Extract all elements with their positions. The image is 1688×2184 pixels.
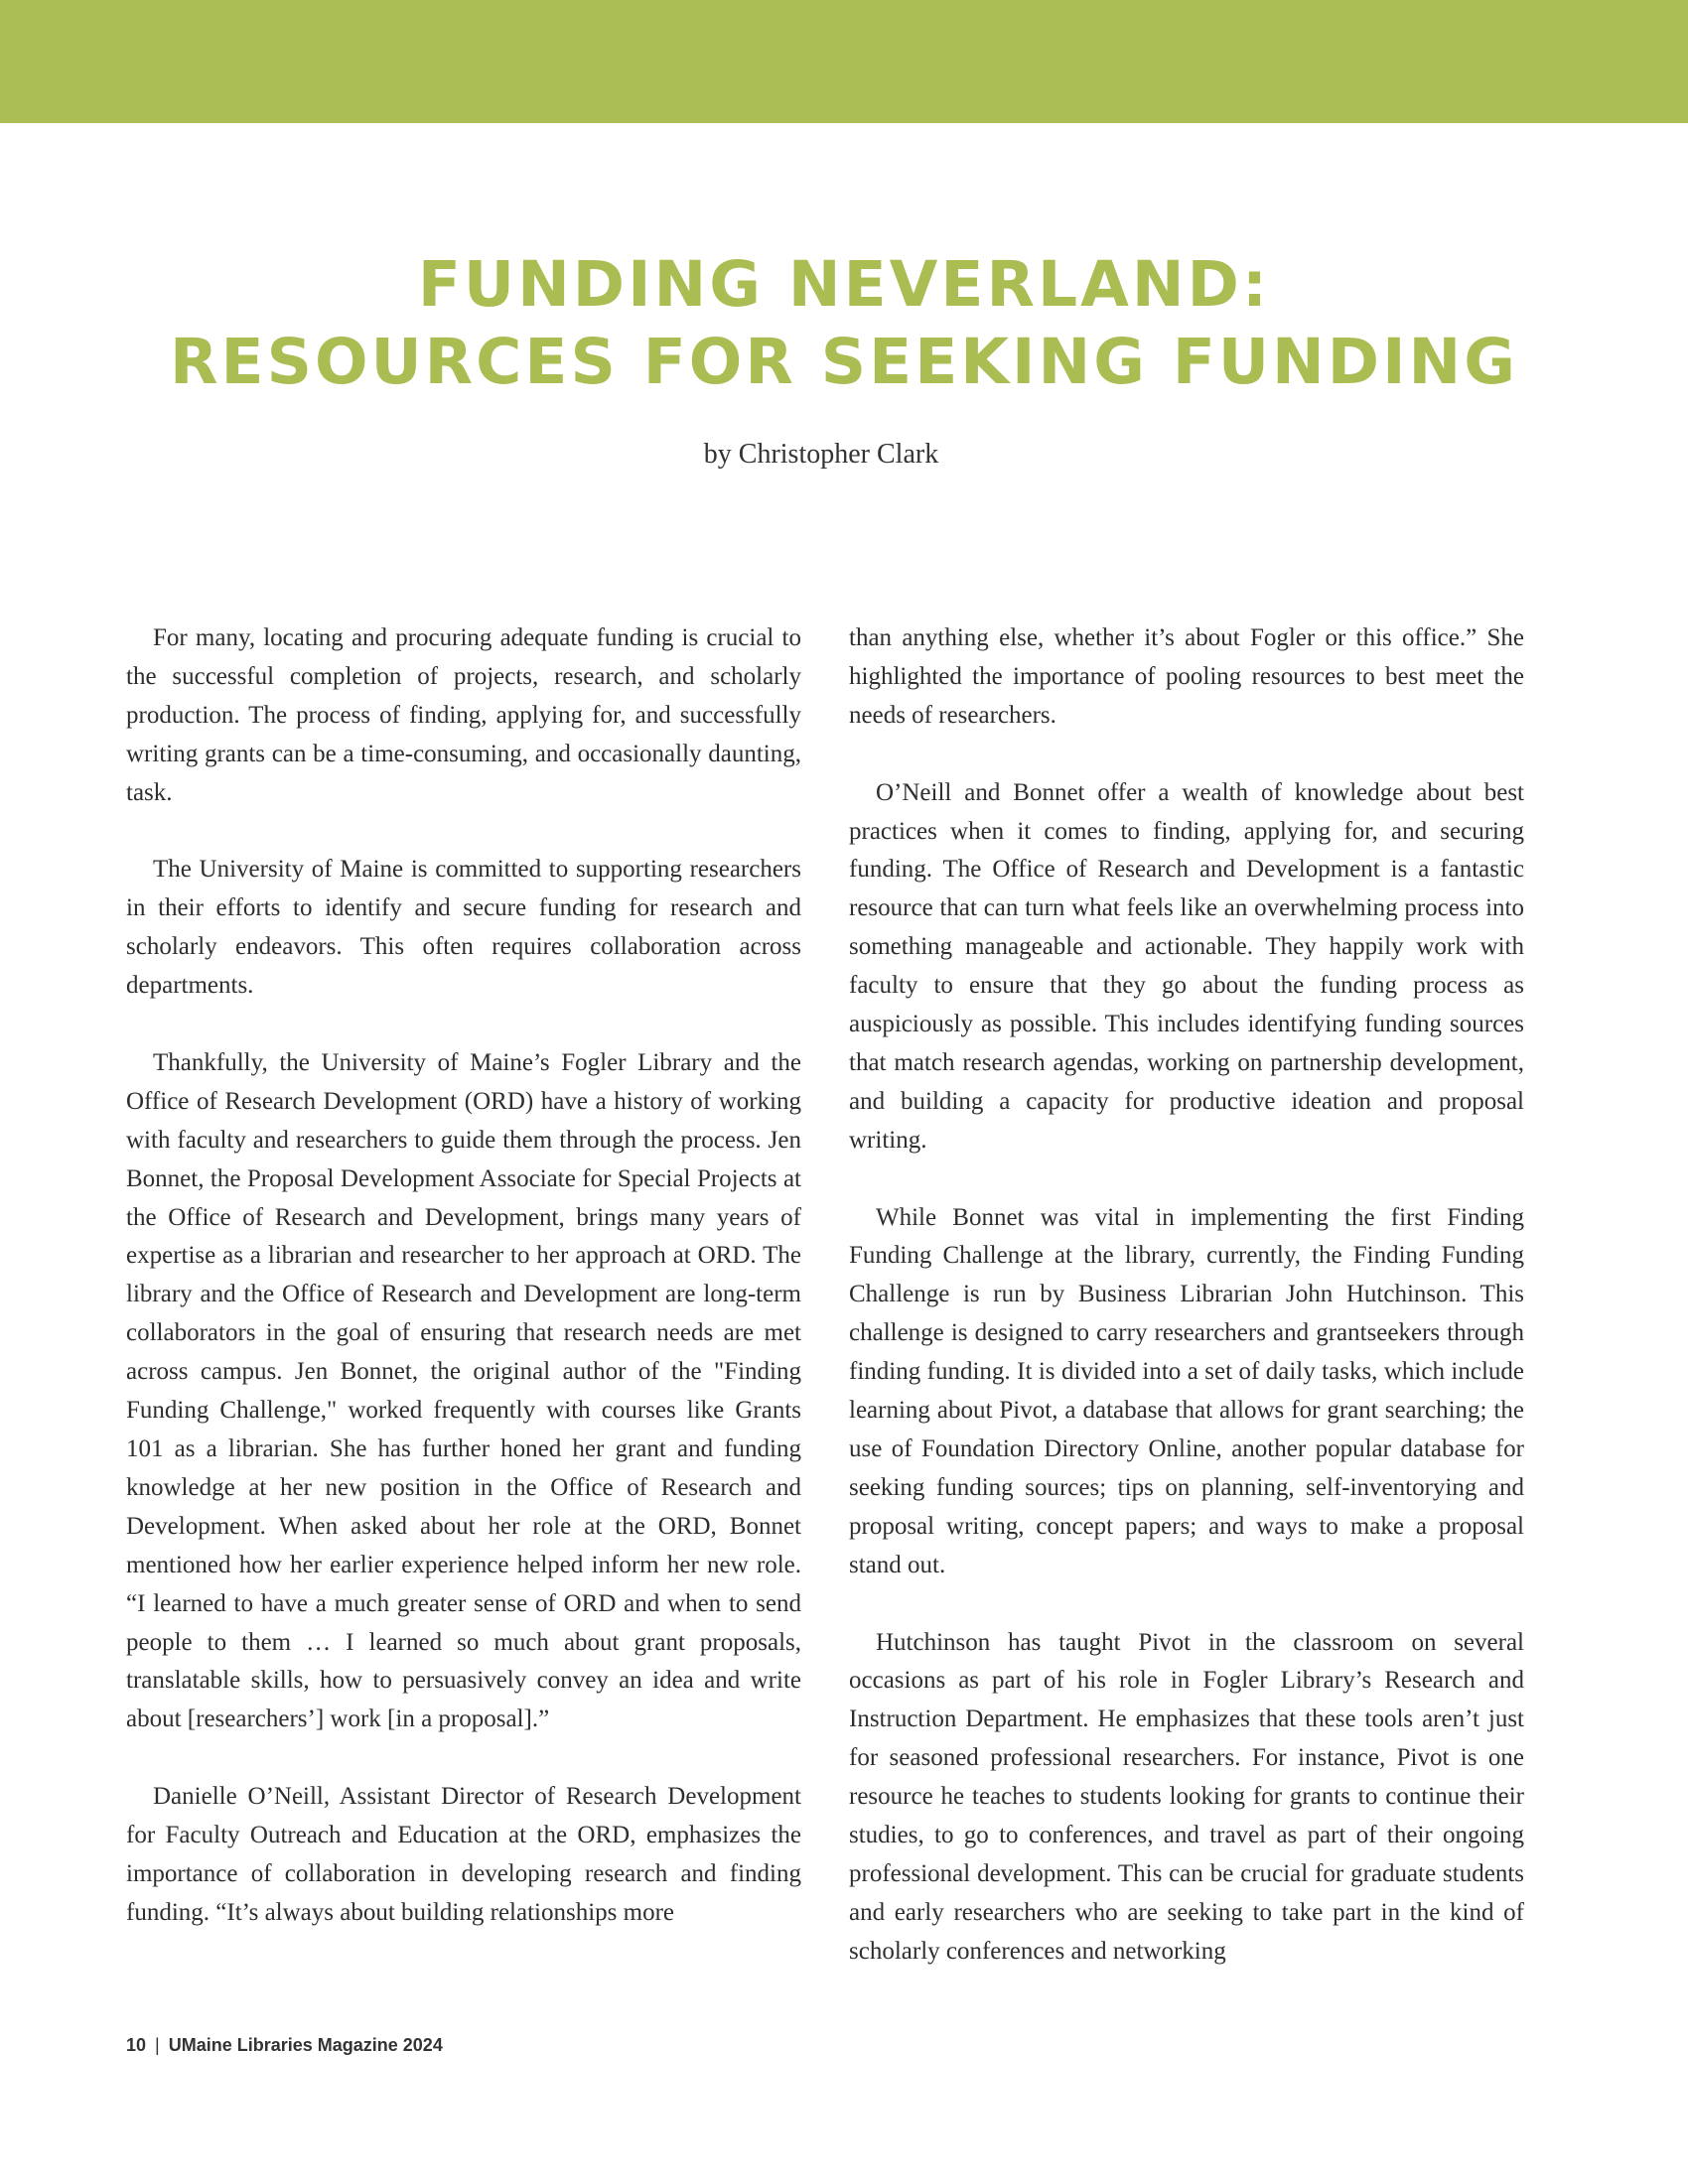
page-footer [126, 2035, 443, 2056]
paragraph: Hutchinson has taught Pivot in the classroom on several occasions as part of his role in Fogler Library’s Research and Instruction Department. He emphasizes that these tools aren’t just for seasoned professional researchers. For instance, Pivot is one resource he teaches to students looking for grants to continue their studies, to go to conferences, and travel as part of their ongoing professional development. This can be crucial for graduate students and early researchers who are seeking to take part in the kind of scholarly conferences and networking [849, 1628, 1524, 1965]
article-title [0, 246, 1688, 401]
header-color-band [0, 0, 1688, 123]
paragraph-continued: than anything else, whether it’s about Fogler or this office.” She highlighted the importance of pooling resources to best meet the needs of researchers. [849, 624, 1524, 729]
right-column [849, 619, 1524, 2010]
title-line-2: RESOURCES FOR SEEKING FUNDING [170, 326, 1518, 398]
title-line-1: FUNDING NEVERLAND: [417, 248, 1271, 321]
paragraph: Danielle O’Neill, Assistant Director of Research Development for Faculty Outreach and Education at the ORD, emphasizes the importance of collaboration in developing research and finding funding. “It’s always about building relationships more [126, 1783, 801, 1926]
footer-separator: | [155, 2035, 160, 2055]
publication-name: UMaine Libraries Magazine 2024 [168, 2035, 443, 2055]
paragraph: The University of Maine is committed to supporting researchers in their efforts to identify and secure funding for research and scholarly endeavors. This often requires collaboration across departments. [126, 856, 801, 1000]
article-byline: by Christopher Clark [703, 439, 939, 470]
paragraph: O’Neill and Bonnet offer a wealth of knowledge about best practices when it comes to finding, applying for, and securing funding. The Office of Research and Development is a fantastic resource that can turn what feels like an overwhelming process into something manageable and actionable. They happily work with faculty to ensure that they go about the funding process as auspiciously as possible. This includes identifying funding sources that match research agendas, working on partnership development, and building a capacity for productive ideation and proposal writing. [849, 778, 1524, 1154]
paragraph: For many, locating and procuring adequate funding is crucial to the successful completion of projects, research, and scholarly production. The process of finding, applying for, and successfully writing grants can be a time-consuming, and occasionally daunting, task. [126, 624, 801, 806]
page-number: 10 [126, 2035, 147, 2055]
paragraph: Thankfully, the University of Maine’s Fogler Library and the Office of Research Development (ORD) have a history of working with faculty and researchers to guide them through the process. Jen Bonnet, the Proposal Development Associate for Special Projects at the Office of Research and Development, brings many years of expertise as a librarian and researcher to her approach at ORD. The library and the Office of Research and Development are long-term collaborators in the goal of ensuring that research needs are met across campus. Jen Bonnet, the original author of the "Finding Funding Challenge," worked frequently with courses like Grants 101 as a librarian. She has further honed her grant and funding knowledge at her new position in the Office of Research and Development. When asked about her role at the ORD, Bonnet mentioned how her earlier experience helped inform her new role. “I learned to have a much greater sense of ORD and when to send people to them … I learned so much about grant proposals, translatable skills, how to persuasively convey an idea and write about [researchers’] work [in a proposal].” [126, 1048, 801, 1733]
paragraph: While Bonnet was vital in implementing the first Finding Funding Challenge at the library, currently, the Finding Funding Challenge is run by Business Librarian John Hutchinson. This challenge is designed to carry researchers and grantseekers through finding funding. It is divided into a set of daily tasks, which include learning about Pivot, a database that allows for grant searching; the use of Foundation Directory Online, another popular database for seeking funding sources; tips on planning, self-inventorying and proposal writing, concept papers; and ways to make a proposal stand out. [849, 1203, 1524, 1578]
left-column [126, 619, 801, 1972]
